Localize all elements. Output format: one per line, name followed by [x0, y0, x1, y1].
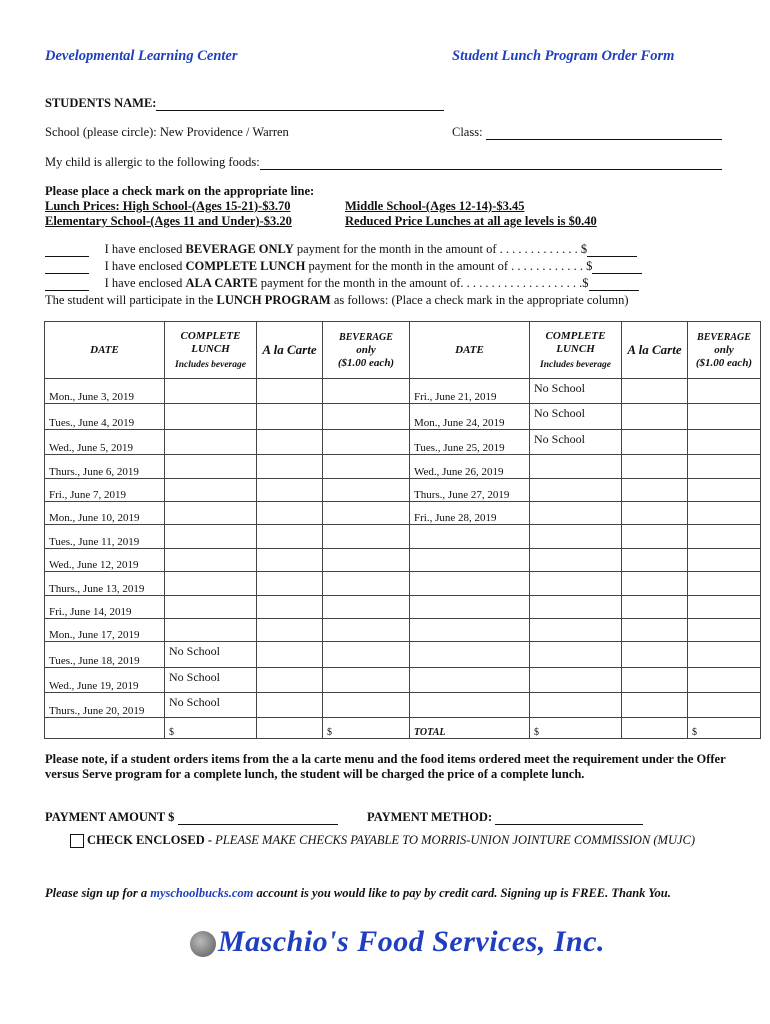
date-cell — [410, 693, 530, 718]
complete-lunch-cell[interactable] — [165, 618, 257, 641]
complete-lunch-cell[interactable] — [165, 548, 257, 571]
date-header: DATE — [410, 322, 530, 379]
no-school-cell: No School — [530, 379, 622, 404]
beverage-cell[interactable] — [323, 572, 410, 595]
beverage-cell[interactable] — [323, 693, 410, 718]
complete-lunch-cell[interactable] — [530, 478, 622, 501]
complete-lunch-cell[interactable] — [165, 455, 257, 478]
date-cell — [410, 548, 530, 571]
date-cell: Tues., June 11, 2019 — [45, 525, 165, 548]
date-cell: Fri., June 21, 2019 — [410, 379, 530, 404]
complete-lunch-cell[interactable] — [165, 572, 257, 595]
allergy-label: My child is allergic to the following foods: — [45, 155, 260, 169]
complete-lunch-cell[interactable] — [530, 548, 622, 571]
a-la-carte-cell[interactable] — [257, 667, 323, 692]
date-cell: Thurs., June 20, 2019 — [45, 693, 165, 718]
no-school-cell: No School — [165, 667, 257, 692]
table-row — [45, 595, 761, 618]
a-la-carte-cell[interactable] — [257, 455, 323, 478]
complete-lunch-cell[interactable] — [530, 455, 622, 478]
school-line: School (please circle): New Providence / Warren — [45, 125, 289, 139]
complete-lunch-header: COMPLETE LUNCH Includes beverage — [165, 322, 257, 379]
table-row — [45, 618, 761, 641]
beverage-cell[interactable] — [323, 455, 410, 478]
table-row — [45, 478, 761, 501]
beverage-header: BEVERAGE only ($1.00 each) — [323, 322, 410, 379]
check-enclosed-checkbox[interactable] — [70, 834, 84, 848]
table-row — [45, 693, 761, 718]
a-la-carte-cell[interactable] — [257, 379, 323, 404]
payment-text: payment for the month in the amount of . . . . . . . . . . . . $ — [305, 259, 593, 273]
a-la-carte-cell[interactable] — [622, 404, 688, 429]
beverage-cell[interactable] — [688, 501, 761, 524]
payment-type: BEVERAGE ONLY — [185, 242, 294, 256]
date-cell: Thurs., June 13, 2019 — [45, 572, 165, 595]
table-row — [45, 455, 761, 478]
beverage-cell[interactable] — [323, 618, 410, 641]
table-row — [45, 548, 761, 571]
beverage-cell[interactable] — [323, 525, 410, 548]
payment-amount-label: PAYMENT AMOUNT $ — [45, 810, 175, 824]
beverage-cell[interactable] — [688, 693, 761, 718]
table-row — [45, 525, 761, 548]
price-elementary: Elementary School-(Ages 11 and Under)-$3.20 — [45, 214, 292, 228]
a-la-carte-cell[interactable] — [622, 618, 688, 641]
no-school-cell: No School — [530, 429, 622, 454]
total-beverage[interactable]: $ — [323, 718, 410, 739]
price-high-school: Lunch Prices: High School-(Ages 15-21)-$3.70 — [45, 199, 291, 213]
complete-lunch-header: COMPLETE LUNCH Includes beverage — [530, 322, 622, 379]
signup-text: Please sign up for a — [45, 886, 151, 900]
allergy-row — [45, 155, 722, 170]
payment-alacarte-row — [45, 276, 639, 291]
total-complete-lunch[interactable]: $ — [530, 718, 622, 739]
a-la-carte-cell[interactable] — [257, 525, 323, 548]
beverage-cell[interactable] — [323, 595, 410, 618]
complete-lunch-cell[interactable] — [530, 501, 622, 524]
a-la-carte-cell[interactable] — [257, 501, 323, 524]
date-cell: Thurs., June 6, 2019 — [45, 455, 165, 478]
date-cell: Tues., June 18, 2019 — [45, 642, 165, 667]
payment-complete-row — [45, 259, 642, 274]
a-la-carte-cell[interactable] — [622, 595, 688, 618]
policy-note: Please note, if a student orders items from the a la carte menu and the food items ordered meet the requirement under the Offer versus Serve program for a complete lunch, the student will be charged the price of a complete lunch. — [45, 752, 726, 781]
table-row — [45, 642, 761, 667]
payment-alacarte-check[interactable] — [45, 278, 89, 291]
check-enclosed-row — [70, 833, 695, 848]
class-row — [452, 125, 722, 140]
participate-program: LUNCH PROGRAM — [216, 293, 331, 307]
date-cell — [410, 595, 530, 618]
beverage-cell[interactable] — [688, 667, 761, 692]
beverage-cell[interactable] — [688, 642, 761, 667]
beverage-cell[interactable] — [323, 429, 410, 454]
beverage-cell[interactable] — [323, 667, 410, 692]
table-row — [45, 404, 761, 429]
participate-text: The student will participate in the — [45, 293, 217, 307]
beverage-cell[interactable] — [323, 548, 410, 571]
logo-ball-icon — [190, 931, 216, 957]
payment-amount-row — [45, 810, 338, 825]
date-cell — [410, 667, 530, 692]
payment-amount-field[interactable] — [178, 812, 338, 825]
signup-line — [45, 886, 671, 901]
grid-header-row — [45, 322, 761, 379]
date-cell: Wed., June 12, 2019 — [45, 548, 165, 571]
complete-lunch-cell[interactable] — [530, 667, 622, 692]
total-beverage[interactable]: $ — [688, 718, 761, 739]
table-row — [45, 667, 761, 692]
a-la-carte-cell[interactable] — [622, 525, 688, 548]
beverage-header: BEVERAGE only ($1.00 each) — [688, 322, 761, 379]
a-la-carte-cell[interactable] — [257, 618, 323, 641]
date-cell: Fri., June 7, 2019 — [45, 478, 165, 501]
students-name-row — [45, 96, 444, 111]
a-la-carte-cell[interactable] — [257, 693, 323, 718]
logo-text: Maschio's Food Services, Inc. — [218, 925, 606, 958]
a-la-carte-cell[interactable] — [257, 595, 323, 618]
date-cell — [410, 525, 530, 548]
complete-lunch-cell[interactable] — [530, 642, 622, 667]
payment-type: ALA CARTE — [185, 276, 258, 290]
total-a-la-carte[interactable] — [257, 718, 323, 739]
total-row — [45, 718, 761, 739]
allergy-field[interactable] — [260, 157, 722, 170]
a-la-carte-cell[interactable] — [257, 478, 323, 501]
beverage-cell[interactable] — [688, 548, 761, 571]
participate-line — [45, 293, 629, 308]
no-school-cell: No School — [165, 642, 257, 667]
complete-lunch-cell[interactable] — [530, 525, 622, 548]
maschios-logo — [190, 925, 605, 959]
table-row — [45, 572, 761, 595]
beverage-cell[interactable] — [688, 525, 761, 548]
a-la-carte-cell[interactable] — [257, 642, 323, 667]
beverage-cell[interactable] — [688, 595, 761, 618]
payment-beverage-check[interactable] — [45, 244, 89, 257]
complete-lunch-cell[interactable] — [165, 478, 257, 501]
payment-beverage-amount[interactable] — [587, 244, 637, 257]
form-title: Student Lunch Program Order Form — [452, 48, 675, 64]
beverage-cell[interactable] — [688, 572, 761, 595]
beverage-cell[interactable] — [688, 429, 761, 454]
students-name-field[interactable] — [156, 98, 444, 111]
date-header: DATE — [45, 322, 165, 379]
date-cell: Wed., June 19, 2019 — [45, 667, 165, 692]
date-cell: Mon., June 17, 2019 — [45, 618, 165, 641]
complete-lunch-cell[interactable] — [165, 525, 257, 548]
date-cell: Wed., June 5, 2019 — [45, 429, 165, 454]
a-la-carte-cell[interactable] — [622, 572, 688, 595]
complete-lunch-cell[interactable] — [530, 595, 622, 618]
date-cell: Mon., June 10, 2019 — [45, 501, 165, 524]
complete-lunch-cell[interactable] — [530, 572, 622, 595]
date-cell: Fri., June 28, 2019 — [410, 501, 530, 524]
a-la-carte-header: A la Carte — [257, 322, 323, 379]
participate-text: as follows: (Place a check mark in the appropriate column) — [330, 293, 629, 307]
price-middle-school: Middle School-(Ages 12-14)-$3.45 — [345, 199, 525, 213]
complete-lunch-cell[interactable] — [530, 693, 622, 718]
beverage-cell[interactable] — [688, 455, 761, 478]
beverage-cell[interactable] — [688, 379, 761, 404]
a-la-carte-cell[interactable] — [622, 455, 688, 478]
beverage-cell[interactable] — [323, 404, 410, 429]
a-la-carte-cell[interactable] — [622, 667, 688, 692]
a-la-carte-cell[interactable] — [622, 379, 688, 404]
no-school-cell: No School — [530, 404, 622, 429]
payment-type: COMPLETE LUNCH — [185, 259, 306, 273]
total-left-date — [45, 718, 165, 739]
payment-complete-check[interactable] — [45, 261, 89, 274]
org-title: Developmental Learning Center — [45, 48, 238, 64]
class-label: Class: — [452, 125, 483, 139]
date-cell: Tues., June 4, 2019 — [45, 404, 165, 429]
myschoolbucks-link[interactable]: myschoolbucks.com — [150, 886, 254, 900]
signup-text: account is you would like to pay by credit card. Signing up is FREE. Thank You. — [253, 886, 671, 900]
payment-text: I have enclosed — [104, 242, 186, 256]
payment-text: I have enclosed — [104, 259, 186, 273]
payment-text: payment for the month in the amount of . . . . . . . . . . . . . $ — [293, 242, 588, 256]
check-enclosed-label: CHECK ENCLOSED - — [87, 833, 213, 847]
beverage-cell[interactable] — [323, 642, 410, 667]
a-la-carte-cell[interactable] — [257, 548, 323, 571]
complete-lunch-cell[interactable] — [165, 404, 257, 429]
order-grid — [44, 321, 761, 739]
payment-method-label: PAYMENT METHOD: — [367, 810, 493, 824]
a-la-carte-cell[interactable] — [257, 404, 323, 429]
date-cell: Mon., June 3, 2019 — [45, 379, 165, 404]
total-a-la-carte[interactable] — [622, 718, 688, 739]
class-field[interactable] — [486, 127, 722, 140]
beverage-cell[interactable] — [323, 478, 410, 501]
a-la-carte-cell[interactable] — [622, 501, 688, 524]
table-row — [45, 429, 761, 454]
complete-lunch-cell[interactable] — [165, 379, 257, 404]
date-cell: Mon., June 24, 2019 — [410, 404, 530, 429]
table-row — [45, 501, 761, 524]
a-la-carte-cell[interactable] — [622, 548, 688, 571]
table-row — [45, 379, 761, 404]
payment-complete-amount[interactable] — [592, 261, 642, 274]
total-complete-lunch[interactable]: $ — [165, 718, 257, 739]
a-la-carte-header: A la Carte — [622, 322, 688, 379]
payment-alacarte-amount[interactable] — [589, 278, 639, 291]
no-school-cell: No School — [165, 693, 257, 718]
beverage-cell[interactable] — [323, 379, 410, 404]
a-la-carte-cell[interactable] — [622, 693, 688, 718]
payment-text: I have enclosed — [104, 276, 186, 290]
beverage-cell[interactable] — [323, 501, 410, 524]
payment-method-row — [367, 810, 643, 825]
check-instruction: Please place a check mark on the appropriate line: — [45, 184, 315, 198]
date-cell: Thurs., June 27, 2019 — [410, 478, 530, 501]
a-la-carte-cell[interactable] — [622, 478, 688, 501]
beverage-cell[interactable] — [688, 478, 761, 501]
date-cell — [410, 618, 530, 641]
total-label: TOTAL — [410, 718, 530, 739]
payment-method-field[interactable] — [495, 812, 643, 825]
complete-lunch-cell[interactable] — [165, 429, 257, 454]
beverage-cell[interactable] — [688, 404, 761, 429]
date-cell — [410, 572, 530, 595]
beverage-cell[interactable] — [688, 618, 761, 641]
payment-beverage-row — [45, 242, 637, 257]
students-name-label: STUDENTS NAME: — [45, 96, 157, 110]
a-la-carte-cell[interactable] — [622, 429, 688, 454]
complete-lunch-cell[interactable] — [165, 595, 257, 618]
date-cell: Tues., June 25, 2019 — [410, 429, 530, 454]
complete-lunch-cell[interactable] — [165, 501, 257, 524]
complete-lunch-cell[interactable] — [530, 618, 622, 641]
price-reduced: Reduced Price Lunches at all age levels is $0.40 — [345, 214, 597, 228]
payment-text: payment for the month in the amount of. . . . . . . . . . . . . . . . . . . .$ — [257, 276, 589, 290]
a-la-carte-cell[interactable] — [257, 429, 323, 454]
a-la-carte-cell[interactable] — [257, 572, 323, 595]
date-cell: Fri., June 14, 2019 — [45, 595, 165, 618]
a-la-carte-cell[interactable] — [622, 642, 688, 667]
date-cell — [410, 642, 530, 667]
date-cell: Wed., June 26, 2019 — [410, 455, 530, 478]
check-payable-note: PLEASE MAKE CHECKS PAYABLE TO MORRIS-UNION JOINTURE COMMISSION (MUJC) — [215, 833, 696, 847]
